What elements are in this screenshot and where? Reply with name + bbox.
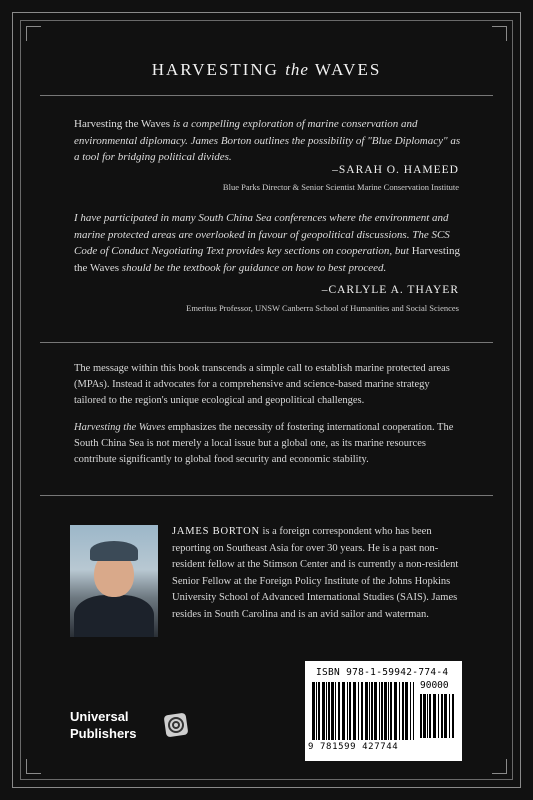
divider xyxy=(40,342,493,343)
quote-text: I have participated in many South China Sea conferences where the environment and marine protected areas are overlooked in favour of geopolitical discussions. The SCS Code of Conduct Negotiating Text provides key sections on cooperation, but xyxy=(74,212,450,257)
author-bio-text: is a foreign correspondent who has been reporting on Southeast Asia for over 30 years. He is a past non-resident fellow at the Stimson Center and is currently a non-resident Senior Fellow at the Foreign Policy Institute of the Johns Hopkins University School of Advanced International Studies (SAIS). James resides in South Carolina and is an avid sailor and waterman. xyxy=(172,526,459,620)
publisher-name: Universal xyxy=(70,709,129,724)
corner-ornament xyxy=(492,26,507,41)
paragraph-text: emphasizes the necessity of fostering international cooperation. The South China Sea is not merely a local issue but a global one, as its marine resources contribute significantly to global food security and economic stability. xyxy=(74,422,454,465)
quote-book-title: Harvesting the Waves xyxy=(74,118,171,130)
description-paragraph xyxy=(74,420,464,468)
publisher-name: Publishers xyxy=(70,726,137,741)
ean-number: 9 781599 427744 xyxy=(308,742,399,752)
quote-author-role: Blue Parks Director & Senior Scientist Marine Conservation Institute xyxy=(222,182,459,192)
corner-ornament xyxy=(26,759,41,774)
price-code: 90000 xyxy=(420,680,449,691)
quote-book-title: Harvesting the Waves xyxy=(74,245,460,274)
divider xyxy=(40,495,493,496)
book-title-inline: Harvesting the Waves xyxy=(74,422,166,433)
quote-2 xyxy=(74,210,464,276)
isbn-label: ISBN 978-1-59942-774-4 xyxy=(316,667,449,678)
description-paragraph: The message within this book transcends a simple call to establish marine protected areas (MPAs). Instead it advocates for a comprehensive and science-based marine strategy tailored to the region's unique ecological and geopolitical challenges. xyxy=(74,363,450,406)
quote-text: is a compelling exploration of marine conservation and environmental diplomacy. James Borton outlines the possibility of "Blue Diplomacy" as a tool for bridging political divides. xyxy=(74,118,461,163)
corner-ornament xyxy=(492,759,507,774)
divider xyxy=(40,95,493,96)
title-word: WAVES xyxy=(314,60,382,79)
book-title xyxy=(0,60,533,80)
quote-text: should be the textbook for guidance on how to best proceed. xyxy=(119,261,387,274)
title-word: the xyxy=(285,60,309,79)
title-word: HARVESTING xyxy=(151,60,279,79)
publisher-logo xyxy=(70,707,200,747)
author-bio xyxy=(172,524,464,623)
barcode-icon xyxy=(312,682,414,740)
barcode-addon-icon xyxy=(420,694,456,738)
author-photo xyxy=(70,525,158,637)
quote-author: –CARLYLE A. THAYER xyxy=(321,284,459,296)
quote-1 xyxy=(74,116,464,166)
quote-author-role: Emeritus Professor, UNSW Canberra School of Humanities and Social Sciences xyxy=(186,303,459,313)
author-name: JAMES BORTON xyxy=(172,526,260,537)
corner-ornament xyxy=(26,26,41,41)
publisher-at-icon xyxy=(162,711,190,739)
quote-author: –SARAH O. HAMEED xyxy=(332,164,459,176)
